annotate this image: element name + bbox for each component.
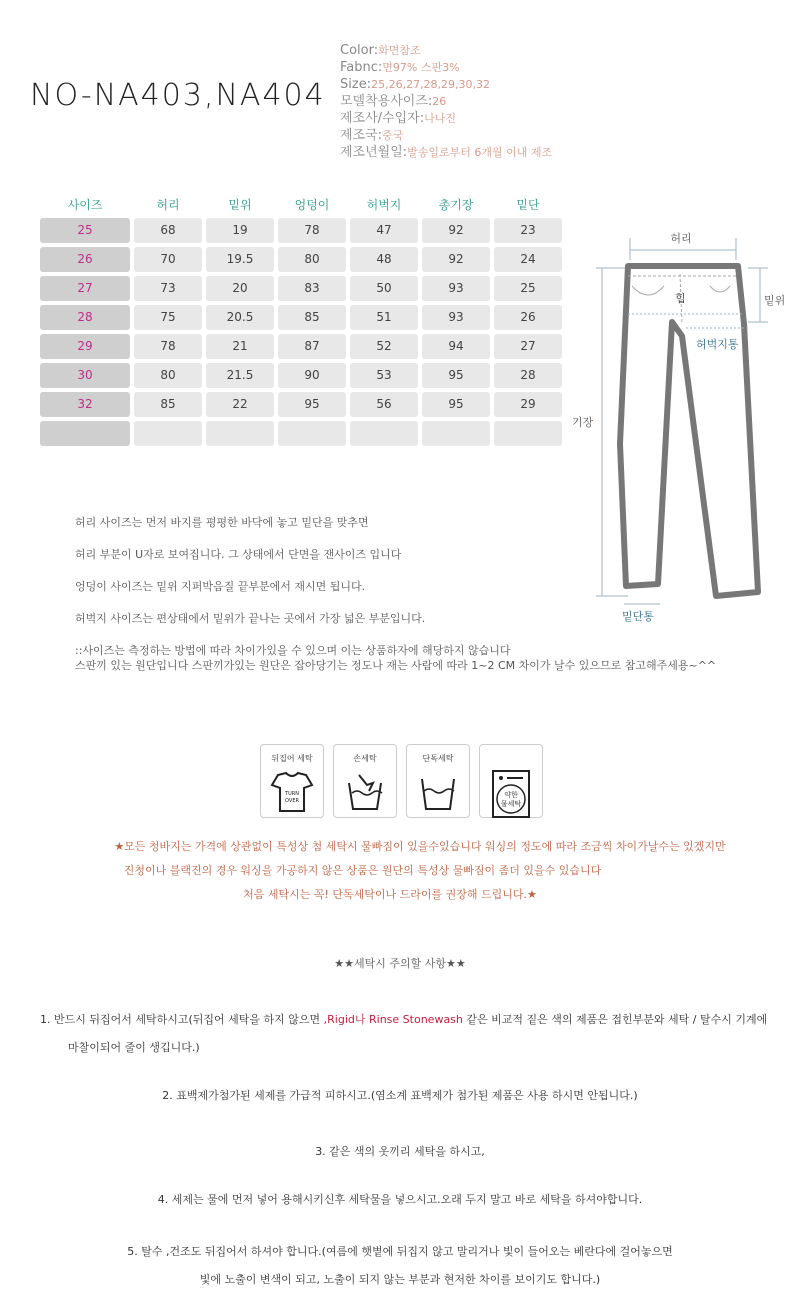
measure-cell: 73 — [134, 276, 202, 301]
hip-label: 힙 — [675, 292, 686, 305]
size-cell — [40, 421, 130, 446]
measure-cell: 21 — [206, 334, 274, 359]
column-header: 밑단 — [516, 198, 540, 212]
spec-row — [340, 76, 552, 93]
measure-cell: 19 — [206, 218, 274, 243]
measure-cell: 23 — [494, 218, 562, 243]
table-row — [40, 276, 566, 301]
care-item-4: 4. 세제는 물에 먼저 넣어 용해시키신후 세탁물을 넣으시고.오래 두지 말고 바로 세탁을 하셔야합니다. — [157, 1193, 643, 1206]
measure-cell: 80 — [134, 363, 202, 388]
spec-value: 26 — [432, 95, 447, 108]
measure-cell: 20 — [206, 276, 274, 301]
spec-row — [340, 42, 552, 59]
measure-cell — [278, 421, 346, 446]
table-row — [40, 421, 566, 446]
spec-key: 제조국: — [340, 128, 383, 143]
size-cell: 26 — [40, 247, 130, 272]
measure-cell: 53 — [350, 363, 418, 388]
column-header: 총기장 — [438, 198, 474, 212]
size-cell: 25 — [40, 218, 130, 243]
icon-label: 단독세탁 — [422, 754, 454, 763]
size-table — [40, 196, 566, 446]
measure-cell: 93 — [422, 276, 490, 301]
column-header: 밑위 — [228, 198, 252, 212]
hand-wash-icon — [343, 769, 387, 813]
svg-text:물세탁: 물세탁 — [500, 800, 522, 808]
spec-key: 제조사/수입자: — [340, 111, 425, 126]
svg-text:TURN: TURN — [285, 791, 299, 797]
warning-line: 처음 세탁시는 꼭! 단독세탁이나 드라이를 권장해 드립니다.★ — [243, 888, 537, 901]
measure-cell: 27 — [494, 334, 562, 359]
spec-value: 화면참조 — [378, 44, 421, 57]
spec-row — [340, 93, 552, 110]
measure-cell: 90 — [278, 363, 346, 388]
care-item-1-cont: 마찰이되어 줄이 생깁니다.) — [68, 1041, 200, 1054]
note-line: 엉덩이 사이즈는 밑위 지퍼박음질 끝부분에서 재시면 됩니다. — [75, 580, 366, 593]
note-line: ::사이즈는 측정하는 방법에 따라 차이가있을 수 있으며 이는 상품하자에 해당하지 않습니다 — [75, 644, 511, 657]
measure-cell: 94 — [422, 334, 490, 359]
measure-cell — [134, 421, 202, 446]
size-cell: 28 — [40, 305, 130, 330]
shirt-turnover-icon — [270, 769, 314, 813]
measure-cell: 20.5 — [206, 305, 274, 330]
spec-key: Color: — [340, 43, 379, 58]
measure-cell: 21.5 — [206, 363, 274, 388]
measure-cell: 47 — [350, 218, 418, 243]
care-item-5-cont: 빛에 노출이 변색이 되고, 노출이 되지 않는 부분과 현저한 차이를 보이기도 합니다.) — [199, 1273, 601, 1286]
spec-key: 제조년월일: — [340, 145, 408, 160]
spec-list — [340, 42, 552, 161]
hand-wash-card — [333, 744, 397, 818]
hem-label: 밑단통 — [622, 610, 654, 623]
spec-value: 나나진 — [424, 112, 456, 125]
size-cell: 32 — [40, 392, 130, 417]
measure-cell — [350, 421, 418, 446]
measure-cell: 25 — [494, 276, 562, 301]
measure-cell: 56 — [350, 392, 418, 417]
spec-value: 중국 — [382, 129, 404, 142]
measure-cell: 95 — [422, 392, 490, 417]
warning-line: 진청이나 블랙진의 경우 워싱을 가공하지 않은 상품은 원단의 특성상 물빠짐이 좀더 있을수 있습니다 — [123, 864, 602, 877]
gentle-wash-card — [479, 744, 543, 818]
measurement-notes — [75, 514, 716, 672]
product-code: NO-NA403,NA404 — [30, 78, 326, 113]
icon-label — [480, 753, 542, 765]
table-row — [40, 363, 566, 388]
gentle-wash-icon — [489, 769, 533, 819]
table-row — [40, 247, 566, 272]
note-line: 허벅지 사이즈는 편상태에서 밑위가 끝나는 곳에서 가장 넓은 부분입니다. — [75, 612, 426, 625]
note-line: 스판끼 있는 원단입니다 스판끼가있는 원단은 잡아당기는 정도나 재는 사람에 따라 1~2 CM 차이가 날수 있으므로 참고해주세용~^^ — [75, 659, 717, 672]
note-line: 허리 부분이 U자로 보여집니다. 그 상태에서 단면을 잰사이즈 입니다 — [75, 548, 402, 561]
measure-cell: 95 — [422, 363, 490, 388]
measure-cell: 83 — [278, 276, 346, 301]
measure-cell: 19.5 — [206, 247, 274, 272]
care-icons — [260, 744, 552, 818]
rise-label: 밑위 — [764, 294, 786, 307]
spec-value: 25,26,27,28,29,30,32 — [371, 78, 491, 91]
care-item-3: 3. 같은 색의 옷끼리 세탁을 하시고, — [315, 1145, 485, 1158]
spec-value: 발송일로부터 6개월 이내 제조 — [407, 146, 553, 159]
measure-cell: 22 — [206, 392, 274, 417]
spec-row — [340, 110, 552, 127]
measure-cell — [422, 421, 490, 446]
wash-warning — [0, 838, 800, 910]
care-item-2: 2. 표백제가첨가된 세제를 가급적 피하시고.(염소계 표백제가 첨가된 제품은 사용 하시면 안됩니다.) — [162, 1089, 638, 1102]
care-item-5: 5. 탈수 ,건조도 뒤집어서 하셔야 합니다.(여름에 햇볕에 뒤집지 않고 말리거나 빛이 들어오는 베란다에 걸어놓으면 — [127, 1245, 673, 1258]
measure-cell: 29 — [494, 392, 562, 417]
measure-cell: 50 — [350, 276, 418, 301]
thigh-label: 허벅지통 — [696, 338, 739, 351]
column-header: 사이즈 — [67, 198, 103, 212]
icon-label: 손세탁 — [353, 754, 377, 763]
measure-cell: 68 — [134, 218, 202, 243]
note-line: 허리 사이즈는 먼저 바지를 평평한 바닥에 놓고 밑단을 맞추면 — [75, 516, 369, 529]
size-table-header — [40, 196, 566, 214]
spec-value: 면97% 스판3% — [382, 61, 460, 74]
measure-cell: 78 — [278, 218, 346, 243]
spec-row — [340, 59, 552, 76]
measure-cell: 95 — [278, 392, 346, 417]
measure-cell: 75 — [134, 305, 202, 330]
measure-cell: 92 — [422, 218, 490, 243]
spec-row — [340, 144, 552, 161]
spec-key: Size: — [340, 77, 372, 92]
measure-cell: 48 — [350, 247, 418, 272]
size-cell: 30 — [40, 363, 130, 388]
measure-cell — [206, 421, 274, 446]
measure-cell: 28 — [494, 363, 562, 388]
measure-cell: 24 — [494, 247, 562, 272]
measure-cell: 78 — [134, 334, 202, 359]
table-row — [40, 392, 566, 417]
spec-key: Fabnc: — [340, 60, 383, 75]
separate-wash-card — [406, 744, 470, 818]
table-row — [40, 305, 566, 330]
warning-line: ★모든 청바지는 가격에 상관없이 특성상 첨 세탁시 물빠짐이 있을수있습니다 워싱의 정도에 따라 조금씩 차이가날수는 있겠지만 — [114, 840, 726, 853]
measure-cell: 51 — [350, 305, 418, 330]
turn-over-wash-card — [260, 744, 324, 818]
wash-basin-icon — [416, 769, 460, 813]
care-item-1: 1. 반드시 뒤집어서 세탁하시고(뒤집어 세탁을 하지 않으면 ,Rigid나 Rinse Stonewash 같은 비교적 짙은 색의 제품은 접힌부분와 세탁 / 탈수시 기계에 — [40, 1013, 768, 1026]
measure-cell: 70 — [134, 247, 202, 272]
length-label: 기장 — [572, 416, 594, 429]
measure-cell: 52 — [350, 334, 418, 359]
measure-cell: 87 — [278, 334, 346, 359]
table-row — [40, 218, 566, 243]
measure-cell: 92 — [422, 247, 490, 272]
measure-cell: 93 — [422, 305, 490, 330]
column-header: 허벅지 — [366, 198, 402, 212]
size-cell: 29 — [40, 334, 130, 359]
size-cell: 27 — [40, 276, 130, 301]
measure-cell — [494, 421, 562, 446]
measure-cell: 85 — [134, 392, 202, 417]
column-header: 허리 — [156, 198, 180, 212]
care-title: ★★세탁시 주의할 사항★★ — [334, 957, 466, 970]
icon-label: 뒤집어 세탁 — [271, 754, 313, 763]
spec-key: 모델착용사이즈: — [340, 94, 433, 109]
measure-cell: 26 — [494, 305, 562, 330]
measure-cell: 85 — [278, 305, 346, 330]
column-header: 엉덩이 — [294, 198, 330, 212]
measure-cell: 80 — [278, 247, 346, 272]
svg-text:OVER: OVER — [285, 798, 299, 804]
waist-label: 허리 — [670, 232, 692, 245]
svg-text:약한: 약한 — [504, 791, 518, 799]
care-instructions — [0, 955, 800, 1287]
table-row — [40, 334, 566, 359]
spec-row — [340, 127, 552, 144]
